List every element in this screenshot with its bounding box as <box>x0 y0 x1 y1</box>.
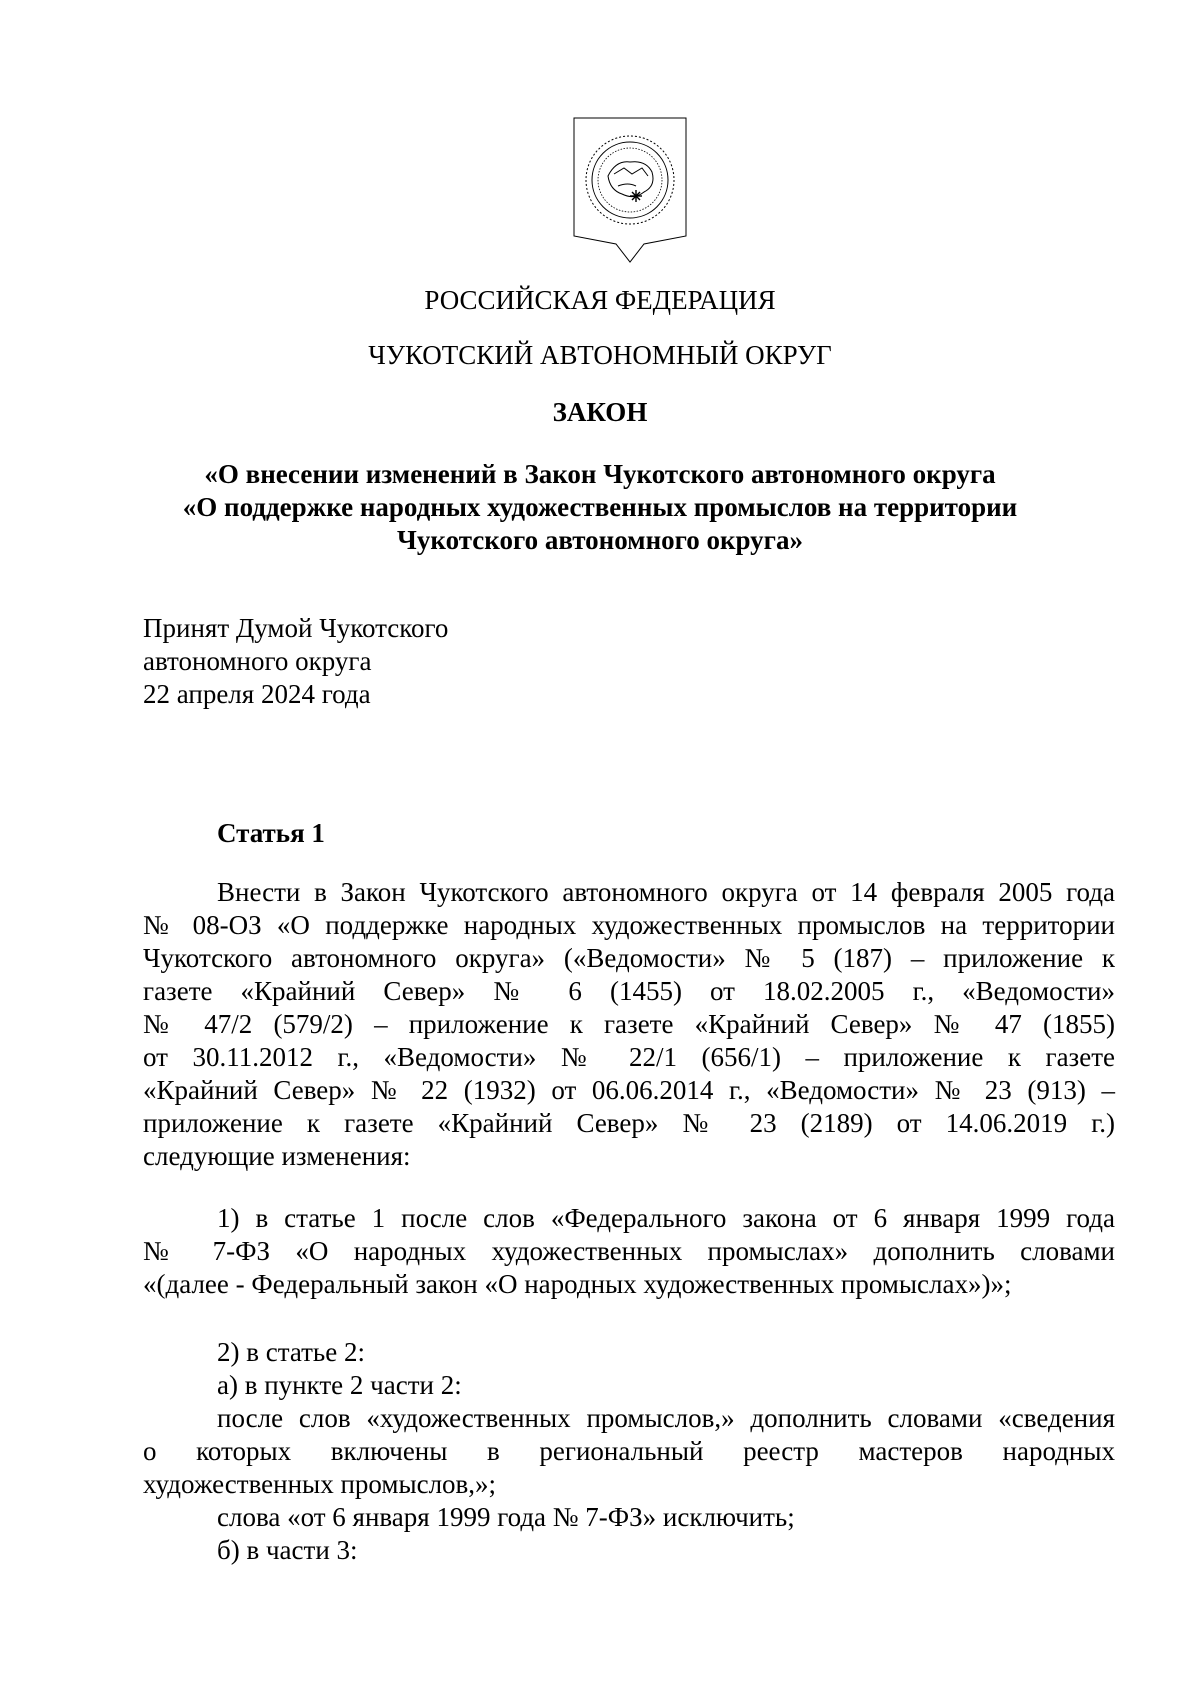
paragraph-line: Внести в Закон Чукотского автономного округа от 14 февраля 2005 года <box>217 877 1115 907</box>
exclude-line: слова «от 6 января 1999 года № 7-ФЗ» исключить; <box>217 1502 795 1532</box>
paragraph-line: газете «Крайний Север» № 6 (1455) от 18.02.2005 г., «Ведомости» <box>143 976 1115 1006</box>
paragraph-line: 1) в статье 1 после слов «Федерального закона от 6 января 1999 года <box>217 1203 1115 1233</box>
law-title-line-3: Чукотского автономного округа» <box>397 525 803 555</box>
paragraph-line: № 47/2 (579/2) – приложение к газете «Крайний Север» № 47 (1855) <box>143 1009 1115 1039</box>
paragraph-line: после слов «художественных промыслов,» дополнить словами «сведения <box>217 1403 1115 1433</box>
item-2-block <box>143 1336 1115 1567</box>
adoption-date: 22 апреля 2024 года <box>143 679 371 709</box>
article-heading: Статья 1 <box>217 818 325 848</box>
law-title-line-1: «О внесении изменений в Закон Чукотского автономного округа <box>204 459 996 489</box>
paragraph-line: приложение к газете «Крайний Север» № 23 (2189) от 14.06.2019 г.) <box>143 1108 1115 1138</box>
adoption-note <box>143 612 448 711</box>
document-type: ЗАКОН <box>552 397 648 427</box>
paragraph-line: № 08-ОЗ «О поддержке народных художественных промыслов на территории <box>143 910 1115 940</box>
paragraph-line: № 7-ФЗ «О народных художественных промыслах» дополнить словами <box>143 1236 1115 1266</box>
paragraph-line: о которых включены в региональный реестр мастеров народных <box>143 1436 1115 1466</box>
subitem-b: б) в части 3: <box>217 1535 358 1565</box>
country-name: РОССИЙСКАЯ ФЕДЕРАЦИЯ <box>424 285 776 315</box>
article-intro-paragraph <box>143 876 1115 1173</box>
coat-of-arms-emblem <box>572 116 688 266</box>
paragraph-line: художественных промыслов,»; <box>143 1469 497 1499</box>
paragraph-line: Чукотского автономного округа» («Ведомости» № 5 (187) – приложение к <box>143 943 1115 973</box>
paragraph-line: следующие изменения: <box>143 1141 411 1171</box>
adoption-line: Принят Думой Чукотского <box>143 613 449 643</box>
paragraph-line: от 30.11.2012 г., «Ведомости» № 22/1 (656/1) – приложение к газете <box>143 1042 1115 1072</box>
law-title-line-2: «О поддержке народных художественных промыслов на территории <box>182 492 1018 522</box>
paragraph-line: «Крайний Север» № 22 (1932) от 06.06.2014 г., «Ведомости» № 23 (913) – <box>143 1075 1115 1105</box>
adoption-line: автономного округа <box>143 646 372 676</box>
item-1-paragraph <box>143 1202 1115 1301</box>
item-2-heading: 2) в статье 2: <box>217 1337 365 1367</box>
paragraph-line: «(далее - Федеральный закон «О народных художественных промыслах»)»; <box>143 1269 1012 1299</box>
subitem-a: а) в пункте 2 части 2: <box>217 1370 462 1400</box>
region-name: ЧУКОТСКИЙ АВТОНОМНЫЙ ОКРУГ <box>368 340 832 370</box>
